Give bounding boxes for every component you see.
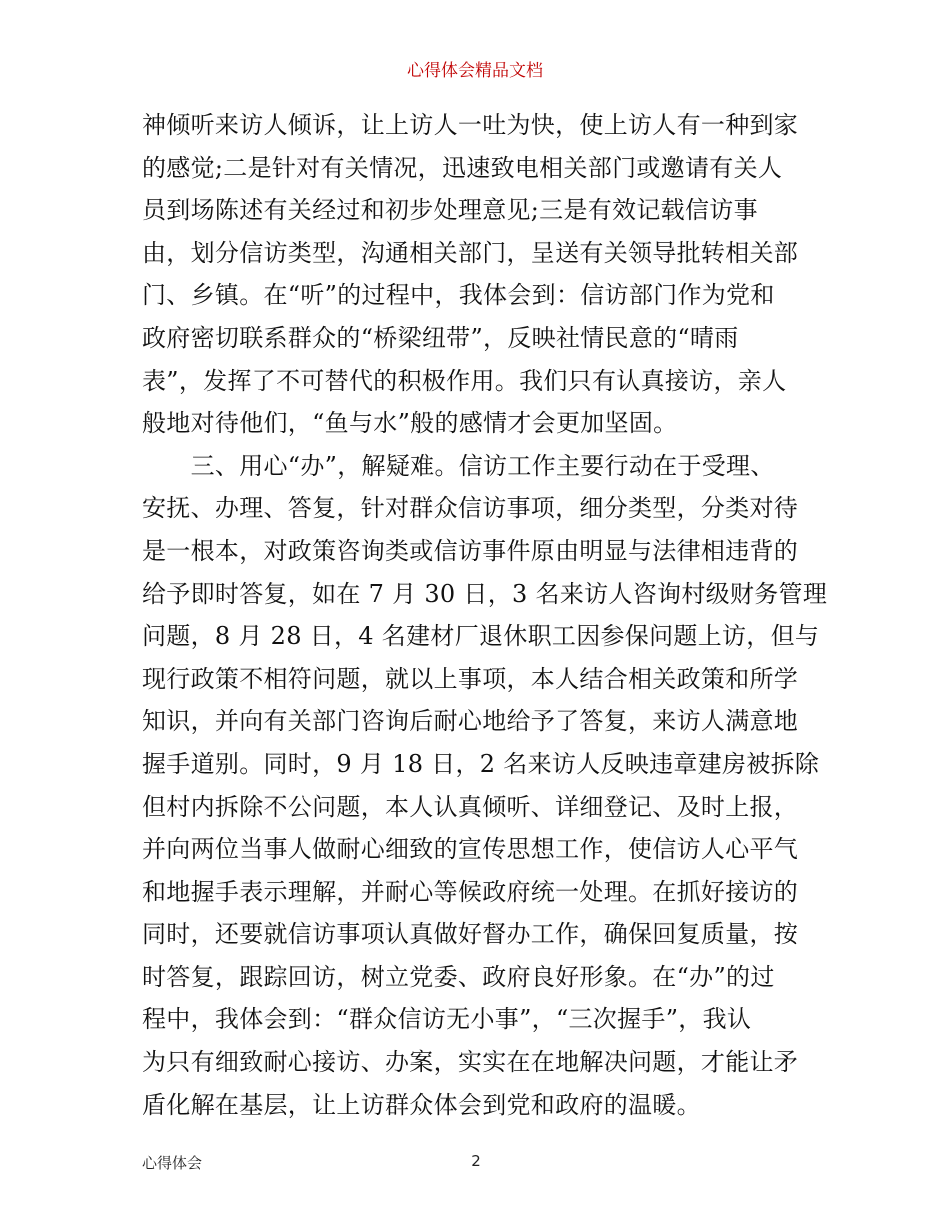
body-line: 问题，8 月 28 日，4 名建材厂退休职工因参保问题上访，但与: [142, 622, 820, 651]
body-line: 安抚、办理、答复，针对群众信访事项，细分类型，分类对待: [142, 494, 799, 523]
body-line: 盾化解在基层，让上访群众体会到党和政府的温暖。: [142, 1090, 701, 1119]
body-line: 同时，还要就信访事项认真做好督办工作，确保回复质量，按: [142, 920, 799, 949]
body-line: 和地握手表示理解，并耐心等候政府统一处理。在抓好接访的: [142, 877, 799, 906]
document-header-title: 心得体会精品文档: [407, 61, 543, 81]
body-line: 般地对待他们，“鱼与水”般的感情才会更加坚固。: [142, 409, 678, 438]
document-body: [142, 104, 828, 1126]
body-line: 的感觉;二是针对有关情况，迅速致电相关部门或邀请有关人: [142, 153, 783, 182]
page-number: 2: [471, 1152, 481, 1170]
body-line: 知识，并向有关部门咨询后耐心地给予了答复，来访人满意地: [142, 707, 799, 736]
body-line: 员到场陈述有关经过和初步处理意见;三是有效记载信访事: [142, 196, 758, 225]
body-line: 门、乡镇。在“听”的过程中，我体会到：信访部门作为党和: [142, 281, 775, 310]
body-line: 现行政策不相符问题，就以上事项，本人结合相关政策和所学: [142, 664, 799, 693]
body-line: 程中，我体会到：“群众信访无小事”，“三次握手”，我认: [142, 1005, 752, 1034]
body-line: 政府密切联系群众的“桥梁纽带”，反映社情民意的“晴雨: [142, 323, 739, 352]
body-line: 给予即时答复，如在 7 月 30 日，3 名来访人咨询村级财务管理: [142, 579, 828, 608]
body-line: 是一根本，对政策咨询类或信访事件原由明显与法律相违背的: [142, 536, 799, 565]
body-line: 握手道别。同时，9 月 18 日，2 名来访人反映违章建房被拆除: [142, 749, 820, 778]
body-line: 神倾听来访人倾诉，让上访人一吐为快，使上访人有一种到家: [142, 111, 799, 139]
body-line: 但村内拆除不公问题，本人认真倾听、详细登记、及时上报，: [142, 792, 799, 821]
body-line: 并向两位当事人做耐心细致的宣传思想工作，使信访人心平气: [142, 835, 799, 864]
body-line: 时答复，跟踪回访，树立党委、政府良好形象。在“办”的过: [142, 962, 775, 991]
body-line: 三、用心“办”，解疑难。信访工作主要行动在于受理、: [142, 451, 775, 480]
body-line: 为只有细致耐心接访、办案，实实在在地解决问题，才能让矛: [142, 1048, 799, 1077]
body-line: 由，划分信访类型，沟通相关部门，呈送有关领导批转相关部: [142, 238, 799, 267]
body-line: 表”，发挥了不可替代的积极作用。我们只有认真接访，亲人: [142, 366, 787, 395]
footer-label: 心得体会: [142, 1154, 203, 1172]
